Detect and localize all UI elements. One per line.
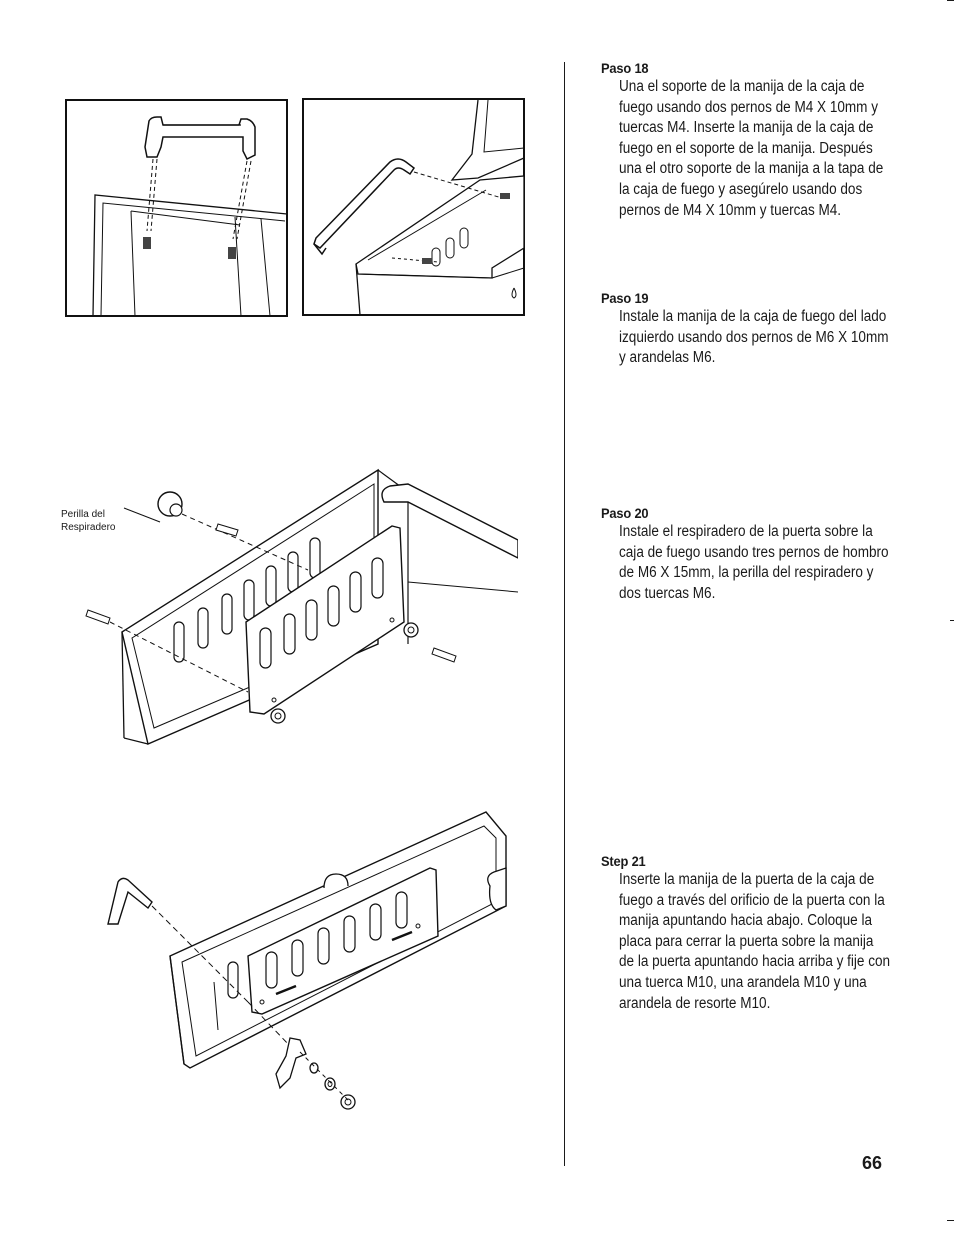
step-19 (601, 290, 901, 369)
figure-handle-bracket (65, 99, 289, 318)
step-title: Paso 20 (601, 505, 649, 521)
step-21 (601, 853, 901, 1014)
step-body: Una el soporte de la manija de la caja de fuego usando dos pernos de M4 X 10mm y tuercas M4. Inserte la manija de la caja de fuego en el soporte de la manija. Después una el otro soporte de la manija a la tapa de la caja de fuego y asegúrelo usando dos pernos de M4 X 10mm y tuercas M4. (619, 78, 884, 219)
page-number: 66 (862, 1153, 883, 1173)
vent-knob-callout: Perilla del Respiradero (61, 509, 116, 533)
step-body: Instale la manija de la caja de fuego del lado izquierdo usando dos pernos de M6 X 10mm y arandelas M6. (619, 308, 889, 367)
step-18 (601, 60, 901, 221)
figure-door-handle (100, 806, 510, 1116)
figure-door-vent (78, 462, 518, 752)
figure-handle-on-lid (302, 98, 526, 317)
step-body: Inserte la manija de la puerta de la caja de fuego a través del orificio de la puerta con la manija apuntando hacia abajo. Coloque la placa para cerrar la puerta sobre la manija de la puerta apuntando hacia arriba y fije con una tuerca M10, una arandela M10 y una arandela de resorte M10. (619, 871, 891, 1012)
edge-mark-middle (950, 620, 954, 621)
column-divider (564, 62, 565, 1166)
step-title: Paso 19 (601, 290, 649, 306)
edge-mark-top (947, 0, 954, 1)
step-title: Paso 18 (601, 60, 649, 76)
step-body: Instale el respiradero de la puerta sobre la caja de fuego usando tres pernos de hombro de M6 X 15mm, la perilla del respiradero y dos tuercas M6. (619, 523, 889, 602)
step-20 (601, 505, 901, 604)
step-title: Step 21 (601, 853, 646, 869)
edge-mark-bottom (947, 1220, 954, 1221)
